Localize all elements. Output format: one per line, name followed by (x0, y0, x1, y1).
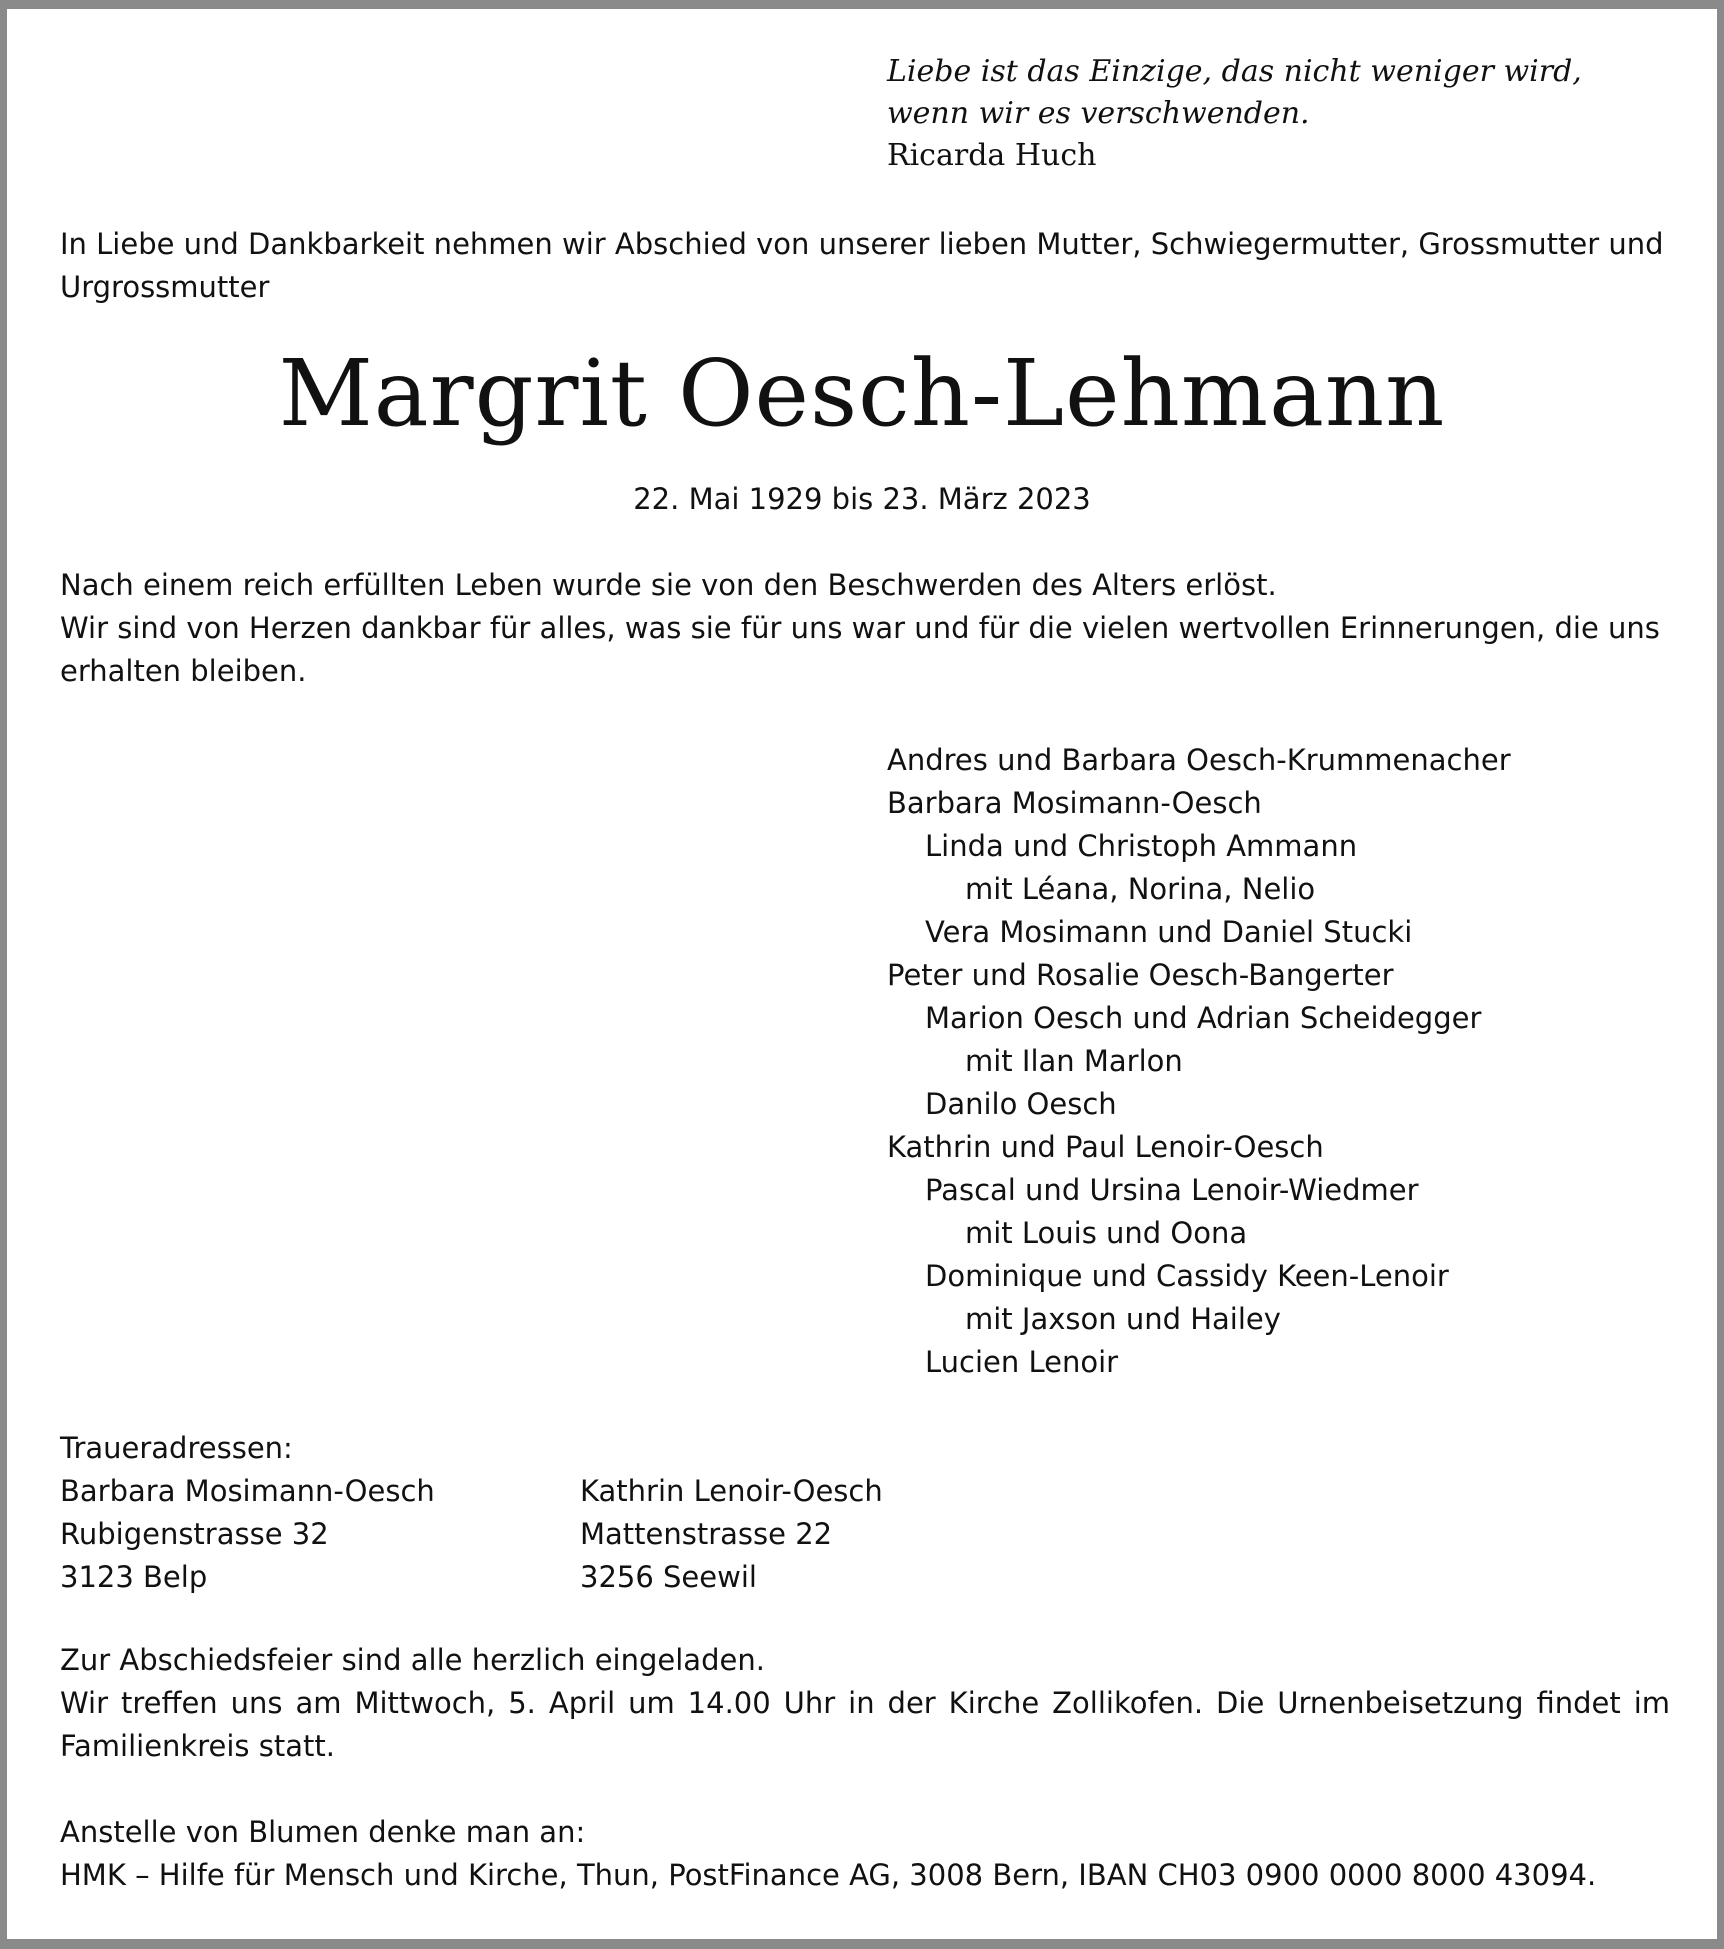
family-member: Andres und Barbara Oesch-Krummenacher (887, 743, 1511, 777)
family-member: Kathrin und Paul Lenoir-Oesch (887, 1130, 1324, 1164)
family-member: mit Ilan Marlon (965, 1044, 1183, 1078)
quote-line: wenn wir es verschwenden. (887, 96, 1310, 131)
family-member: mit Louis und Oona (965, 1216, 1248, 1250)
family-member: Pascal und Ursina Lenoir-Wiedmer (925, 1173, 1419, 1207)
donation-info (60, 1811, 1670, 1897)
intro-text: In Liebe und Dankbarkeit nehmen wir Abschied von unserer lieben Mutter, Schwiegermutter, Grossmutter und Urgrossmutter (60, 227, 1664, 304)
family-member: Vera Mosimann und Daniel Stucki (925, 915, 1413, 949)
address-city: 3123 Belp (60, 1560, 208, 1594)
family-member: Barbara Mosimann-Oesch (887, 786, 1262, 820)
family-member: Peter und Rosalie Oesch-Bangerter (887, 958, 1394, 992)
address-city: 3256 Seewil (580, 1560, 757, 1594)
quote-author: Ricarda Huch (887, 138, 1097, 173)
address-name: Kathrin Lenoir-Oesch (580, 1474, 883, 1508)
family-member: Marion Oesch und Adrian Scheidegger (925, 1001, 1482, 1035)
family-list (887, 739, 1511, 1384)
address-name: Barbara Mosimann-Oesch (60, 1474, 435, 1508)
family-member: Dominique und Cassidy Keen-Lenoir (925, 1259, 1449, 1293)
obituary-page (7, 9, 1717, 1939)
address-street: Rubigenstrasse 32 (60, 1517, 329, 1551)
life-dates: 22. Mai 1929 bis 23. März 2023 (633, 482, 1091, 516)
donation-line: Anstelle von Blumen denke man an: (60, 1815, 586, 1849)
ceremony-line: Zur Abschiedsfeier sind alle herzlich eingeladen. (60, 1643, 765, 1677)
donation-line: HMK – Hilfe für Mensch und Kirche, Thun, PostFinance AG, 3008 Bern, IBAN CH03 0900 0000 8000 43094. (60, 1858, 1597, 1892)
family-member: Danilo Oesch (925, 1087, 1117, 1121)
quote-block (887, 51, 1582, 177)
address-right (580, 1470, 883, 1599)
family-member: Lucien Lenoir (925, 1345, 1119, 1379)
address-street: Mattenstrasse 22 (580, 1517, 833, 1551)
life-text (60, 564, 1670, 693)
life-line: Nach einem reich erfüllten Leben wurde sie von den Beschwerden des Alters erlöst. (60, 568, 1277, 602)
life-line: Wir sind von Herzen dankbar für alles, was sie für uns war und für die vielen wertvollen Erinnerungen, die uns erhalten bleiben. (60, 611, 1660, 688)
address-left (60, 1470, 435, 1599)
addresses-heading: Traueradressen: (60, 1431, 293, 1465)
family-member: mit Jaxson und Hailey (965, 1302, 1281, 1336)
family-member: mit Léana, Norina, Nelio (965, 872, 1316, 906)
quote-line: Liebe ist das Einzige, das nicht weniger wird, (887, 54, 1582, 89)
family-member: Linda und Christoph Ammann (925, 829, 1358, 863)
ceremony-line: Wir treffen uns am Mittwoch, 5. April um 14.00 Uhr in der Kirche Zollikofen. Die Urnenbeisetzung findet im Familienkreis statt. (60, 1686, 1670, 1763)
ceremony-info (60, 1639, 1670, 1768)
deceased-name: Margrit Oesch-Lehmann (278, 340, 1446, 447)
